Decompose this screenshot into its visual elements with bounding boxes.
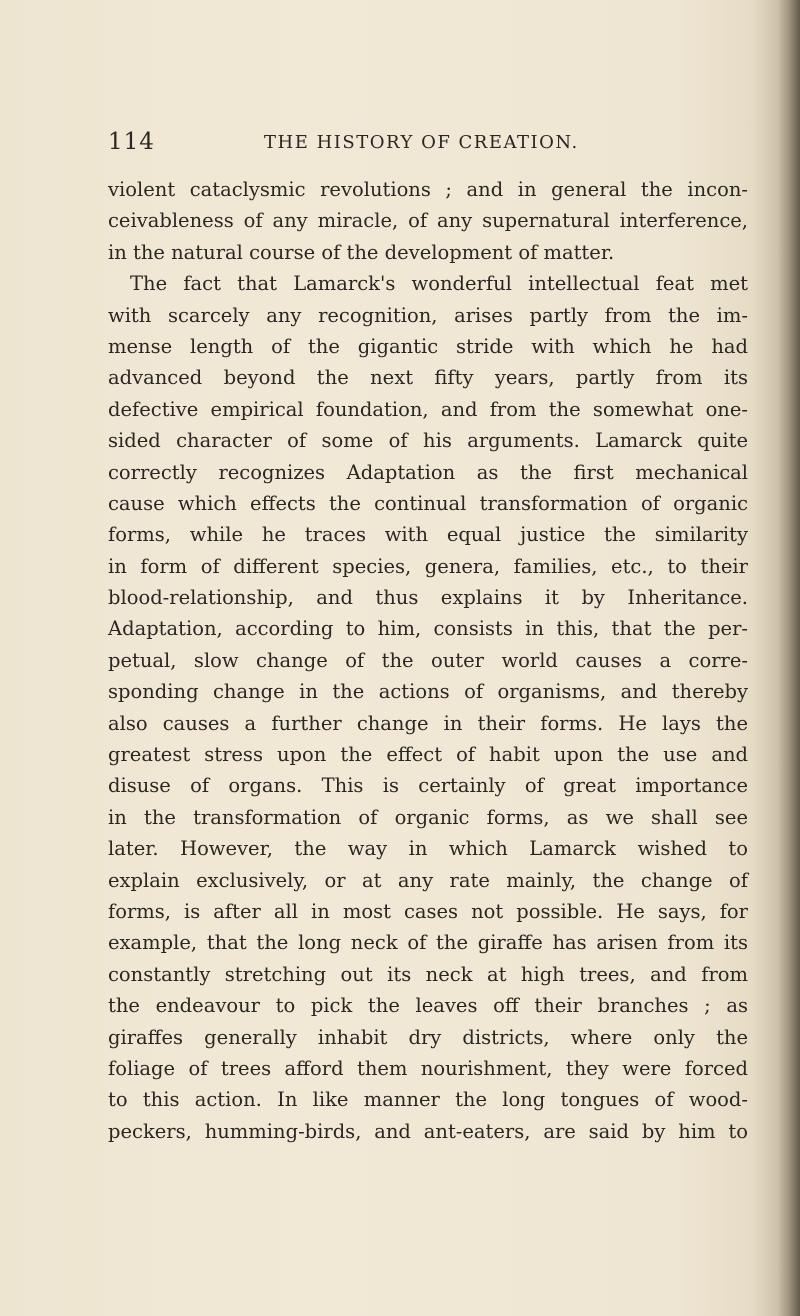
text-line: constantly stretching out its neck at high trees, and from xyxy=(108,962,748,986)
text-line: violent cataclysmic revolutions ; and in general the incon- xyxy=(108,178,748,201)
text-line: with scarcely any recognition, arises partly from the im- xyxy=(108,303,748,327)
text-line: Adaptation, according to him, consists in this, that the per- xyxy=(108,617,748,641)
text-line: giraffes generally inhabit dry districts, where only the xyxy=(108,1025,748,1049)
text-line: forms, while he traces with equal justice the similarity xyxy=(108,523,748,547)
text-line: sponding change in the actions of organisms, and thereby xyxy=(108,680,748,704)
running-head-title: THE HISTORY OF CREATION. xyxy=(264,132,579,153)
text-line: petual, slow change of the outer world causes a corre- xyxy=(108,648,748,672)
text-line: to this action. In like manner the long tongues of wood- xyxy=(108,1088,748,1112)
text-line: correctly recognizes Adaptation as the first mechanical xyxy=(108,460,748,484)
text-line: sided character of some of his arguments. Lamarck quite xyxy=(108,429,748,453)
text-line: forms, is after all in most cases not possible. He says, for xyxy=(108,899,748,923)
text-line: foliage of trees afford them nourishment, they were forced xyxy=(108,1056,748,1080)
text-line: advanced beyond the next fifty years, partly from its xyxy=(108,366,748,390)
text-line: the endeavour to pick the leaves off their branches ; as xyxy=(108,994,748,1018)
page-number: 114 xyxy=(108,129,155,155)
text-line: peckers, humming-birds, and ant-eaters, are said by him to xyxy=(108,1119,748,1143)
text-line: explain exclusively, or at any rate mainly, the change of xyxy=(108,868,748,892)
running-head xyxy=(108,129,748,159)
text-line: disuse of organs. This is certainly of great importance xyxy=(108,774,748,798)
text-line: example, that the long neck of the giraffe has arisen from its xyxy=(108,931,748,955)
page-edge-shadow xyxy=(778,0,800,1316)
text-line: greatest stress upon the effect of habit upon the use and xyxy=(108,743,748,767)
text-line: The fact that Lamarck's wonderful intellectual feat met xyxy=(130,272,748,296)
text-line: mense length of the gigantic stride with which he had xyxy=(108,334,748,358)
text-line: cause which effects the continual transformation of organic xyxy=(108,491,748,515)
text-line: ceivableness of any miracle, of any supernatural interference, xyxy=(108,209,748,233)
text-line: in form of different species, genera, families, etc., to their xyxy=(108,554,748,578)
text-line: also causes a further change in their forms. He lays the xyxy=(108,711,748,735)
text-line: defective empirical foundation, and from the somewhat one- xyxy=(108,397,748,421)
text-line: in the natural course of the development of matter. xyxy=(108,240,615,264)
text-line: later. However, the way in which Lamarck wished to xyxy=(108,837,748,861)
body-text xyxy=(108,174,748,1147)
text-line: in the transformation of organic forms, as we shall see xyxy=(108,805,748,829)
text-line: blood-relationship, and thus explains it by Inheritance. xyxy=(108,586,748,610)
